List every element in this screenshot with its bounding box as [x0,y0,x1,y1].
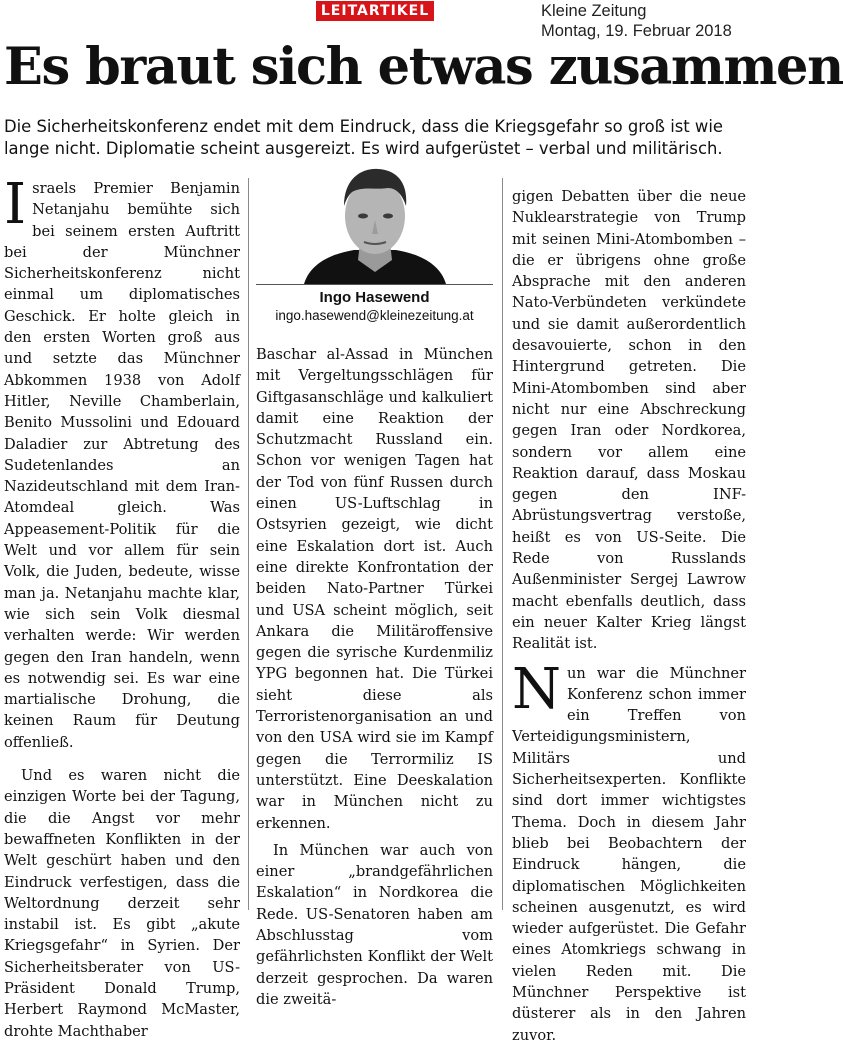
article-paragraph: gigen Debatten über die neue Nuklearstrategie von Trump mit seinen Mini-Atombomben – die er übrigens ohne große Absprache mit den anderen Nato-Verbündeten verkündete und sie damit außerordentlich desavouierte, schon in den Hintergrund getreten. Die Mini-Atombomben sind aber nicht nur eine Abschreckung gegen Iran oder Nordkorea, sondern vor allem eine Reaktion darauf, dass Moskau gegen den INF-Abrüstungsvertrag verstoße, heißt es von US-Seite. Die Rede von Russlands Außenminister Sergej Lawrow macht ebenfalls deutlich, dass ein neuer Kalter Krieg längst Realität ist. [512,188,746,653]
drop-cap: N [512,656,561,722]
lead-paragraph: Die Sicherheitskonferenz endet mit dem Eindruck, dass die Kriegsgefahr so groß ist wie lange nicht. Diplomatie scheint ausgereizt. Es wird aufgerüstet – verbal und militärisch. [4,117,723,158]
article-paragraph: Baschar al-Assad in München mit Vergeltungsschlägen für Giftgasanschläge und kalkuliert damit eine Reaktion der Schutzmacht Russland ein. Schon vor wenigen Tagen hat der Tod von fünf Russen durch einen US-Luftschlag in Ostsyrien gezeigt, wie dicht eine Eskalation dort ist. Auch eine direkte Konfrontation der beiden Nato-Partner Türkei und USA scheint möglich, seit Ankara die Militäroffensive gegen die syrische Kurdenmiliz YPG begonnen hat. Die Türkei sieht diese als Terroristenorganisation an und von den USA wird sie im Kampf gegen die Terrormiliz IS unterstützt. Eine Deeskalation war in München nicht zu erkennen. [256,346,493,832]
article-column-2 [256,344,493,1010]
drop-cap: I [4,172,27,237]
rubric-label: LEITARTIKEL [316,1,434,21]
author-email[interactable]: ingo.hasewend@kleinezeitung.at [275,308,474,323]
article-column-3 [512,186,746,1046]
article-paragraph [512,656,746,1046]
article-paragraph: Und es waren nicht die einzigen Worte bei der Tagung, die die Angst vor mehr bewaffneten Konflikten in der Welt geschürt haben und den Eindruck verfestigen, dass die Weltordnung derzeit sehr instabil ist. Es gibt „akute Kriegsgefahr“ in Syrien. Der Sicherheitsberater von US-Präsident Donald Trump, Herbert Raymond McMaster, drohte Machthaber [4,767,240,1040]
author-box [256,160,493,336]
article-column-1 [4,172,240,1042]
column-divider [248,178,249,910]
author-name: Ingo Hasewend [319,289,430,306]
headline: Es braut sich etwas zusammen [4,37,843,97]
paragraph-text: un war die Münchner Konferenz schon immer ein Treffen von Verteidigungsministern, Militärs und Sicherheitsexperten. Konflikte sind dort immer wichtigstes Thema. Doch in diesem Jahr blieb bei Beobachtern der Eindruck hängen, die diplomatischen Möglichkeiten scheinen ausgenutzt, es wird wieder aufgerüstet. Die Gefahr eines Atomkriegs schwang in vielen Reden mit. Die Münchner Perspektive ist düsterer als in den Jahren zuvor. [512,664,746,1044]
column-divider [502,178,503,910]
article-paragraph: In München war auch von einer „brandgefährlichen Eskalation“ in Nordkorea die Rede. US-Senatoren haben am Abschlusstag vom gefährlichsten Konflikt der Welt derzeit gesprochen. Da waren die zweitä- [256,841,493,1008]
author-portrait [300,160,450,284]
publication-date: Montag, 19. Februar 2018 [541,22,732,40]
publication-name: Kleine Zeitung [541,2,647,20]
paragraph-text: sraels Premier Benjamin Netanjahu bemühte sich bei seinem ersten Auftritt bei der Münchner Sicherheitskonferenz nicht einmal um diplomatisches Geschick. Er holte gleich in den ersten Worten groß aus und setzte das Münchner Abkommen 1938 von Adolf Hitler, Neville Chamberlain, Benito Mussolini und Edouard Daladier zur Abtretung des Sudetenlandes an Nazideutschland mit dem Iran-Atomdeal gleich. Was Appeasement-Politik für die Welt und vor allem für sein Volk, die Juden, bedeute, wisse man ja. Netanjahu machte klar, wie sich sein Volk diesmal verhalten werde: Wir werden gegen den Iran handeln, wenn es notwendig sei. Es war eine martialische Drohung, die keinen Raum für Deutung offenließ. [4,180,240,751]
author-divider [256,284,493,285]
article-paragraph [4,172,240,753]
